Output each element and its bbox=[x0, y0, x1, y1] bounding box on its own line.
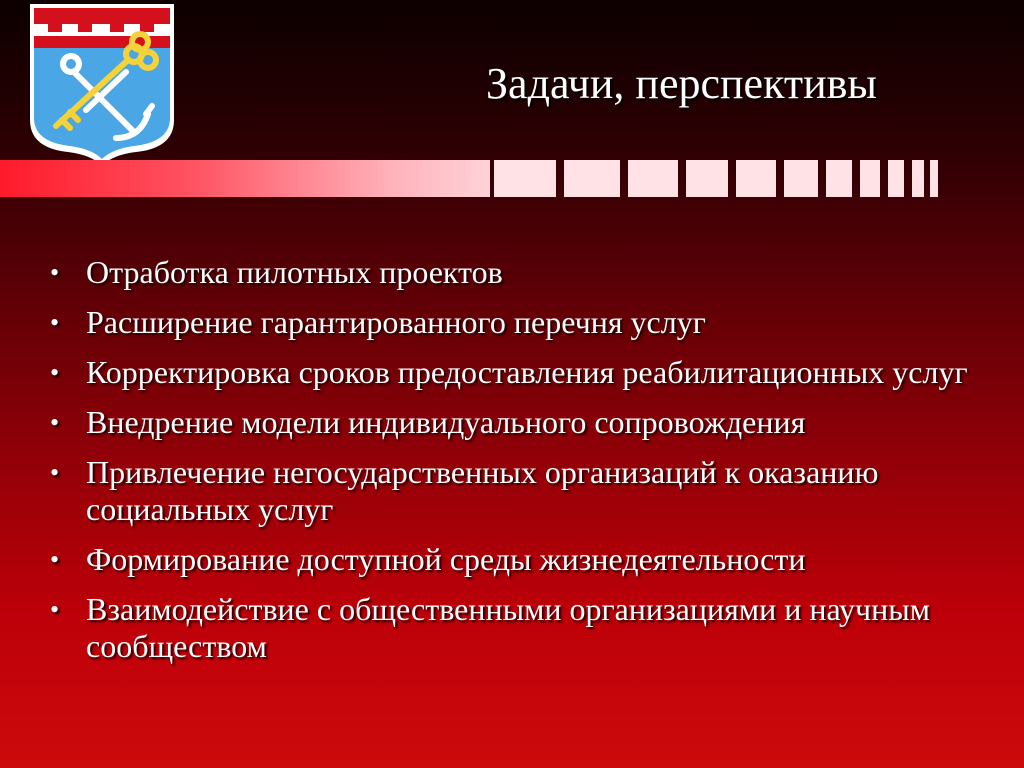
bullet-text: Отработка пилотных проектов bbox=[86, 254, 503, 290]
bullet-dot-icon: • bbox=[50, 408, 60, 437]
decorative-block bbox=[888, 160, 904, 197]
bullet-text: Внедрение модели индивидуального сопровождения bbox=[86, 404, 806, 440]
bullet-dot-icon: • bbox=[50, 358, 60, 387]
bullet-text: Привлечение негосударственных организаций к оказанию социальных услуг bbox=[86, 454, 879, 527]
bullet-text: Расширение гарантированного перечня услуг bbox=[86, 304, 706, 340]
bullet-item bbox=[50, 404, 990, 441]
decorative-block bbox=[860, 160, 880, 197]
bullet-dot-icon: • bbox=[50, 545, 60, 574]
decorative-block bbox=[736, 160, 776, 197]
decorative-block bbox=[564, 160, 620, 197]
decorative-block bbox=[628, 160, 678, 197]
coat-of-arms-icon bbox=[28, 2, 176, 168]
decorative-block bbox=[930, 160, 938, 197]
decorative-block bbox=[784, 160, 818, 197]
decorative-block bbox=[494, 160, 556, 197]
slide-title: Задачи, перспективы bbox=[486, 59, 877, 108]
bullet-text: Взаимодействие с общественными организациями и научным сообществом bbox=[86, 591, 930, 664]
decorative-block bbox=[826, 160, 852, 197]
bullet-dot-icon: • bbox=[50, 595, 60, 624]
bullet-text: Корректировка сроков предоставления реабилитационных услуг bbox=[86, 354, 968, 390]
bullet-item bbox=[50, 454, 990, 528]
bullet-list bbox=[50, 254, 990, 678]
bullet-item bbox=[50, 591, 990, 665]
decorative-blocks bbox=[0, 160, 1024, 197]
bullet-item bbox=[50, 354, 990, 391]
decorative-block bbox=[912, 160, 924, 197]
bullet-item bbox=[50, 541, 990, 578]
bullet-text: Формирование доступной среды жизнедеятельности bbox=[86, 541, 806, 577]
bullet-item bbox=[50, 304, 990, 341]
bullet-dot-icon: • bbox=[50, 308, 60, 337]
decorative-block bbox=[686, 160, 728, 197]
bullet-dot-icon: • bbox=[50, 458, 60, 487]
bullet-item bbox=[50, 254, 990, 291]
bullet-dot-icon: • bbox=[50, 258, 60, 287]
